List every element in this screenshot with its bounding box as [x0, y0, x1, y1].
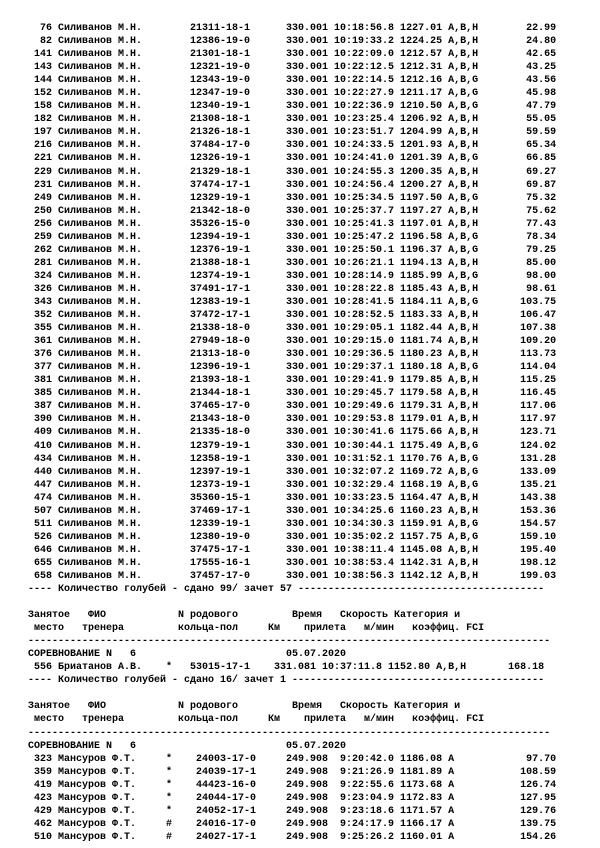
text-line: 526 Силиванов М.Н. 12380-19-0 330.001 10:35:02.2 1157.75 A,B,G 159.10: [22, 531, 557, 543]
text-line: 419 Мансуров Ф.Т. * 44423-16-0 249.908 9:22:55.6 1173.68 A 126.74: [22, 779, 557, 791]
text-line: 229 Силиванов М.Н. 21329-18-1 330.001 10:24:55.3 1200.35 A,B,H 69.27: [22, 166, 557, 178]
text-line: 409 Силиванов М.Н. 21335-18-0 330.001 10:30:41.6 1175.66 A,B,H 123.71: [22, 427, 557, 439]
text-line: 510 Мансуров Ф.Т. # 24027-17-1 249.908 9:25:26.2 1160.01 A 154.26: [22, 831, 557, 843]
text-line: 434 Силиванов М.Н. 12358-19-1 330.001 10:31:52.1 1170.76 A,B,G 131.28: [22, 453, 557, 465]
text-line: 216 Силиванов М.Н. 37484-17-0 330.001 10:24:33.5 1201.93 A,B,H 65.34: [22, 140, 557, 152]
text-line: ---- Количество голубей - сдано 16/ зачет 1 ------------------------------------------: [22, 675, 545, 687]
text-line: 82 Силиванов М.Н. 12386-19-0 330.001 10:19:33.2 1224.25 A,B,H 24.80: [22, 36, 557, 48]
text-line: 324 Силиванов М.Н. 12374-19-1 330.001 10:28:14.9 1185.99 A,B,G 98.00: [22, 270, 557, 282]
text-line: 429 Мансуров Ф.Т. * 24052-17-1 249.908 9:23:18.6 1171.57 A 129.76: [22, 805, 557, 817]
text-line: 447 Силиванов М.Н. 12373-19-1 330.001 10:32:29.4 1168.19 A,B,G 135.21: [22, 479, 557, 491]
text-line: 556 Бриатанов А.В. * 53015-17-1 331.081 10:37:11.8 1152.80 A,B,H 168.18: [22, 662, 545, 674]
text-line: 182 Силиванов М.Н. 21308-18-1 330.001 10:23:25.4 1206.92 A,B,H 55.05: [22, 114, 557, 126]
text-line: место тренера кольца-пол Км прилета м/мин коэффиц. FCI: [22, 714, 485, 726]
text-line: 343 Силиванов М.Н. 12383-19-1 330.001 10:28:41.5 1184.11 A,B,G 103.75: [22, 296, 557, 308]
text-line: 507 Силиванов М.Н. 37469-17-1 330.001 10:34:25.6 1160.23 A,B,H 153.36: [22, 505, 557, 517]
text-line: 385 Силиванов М.Н. 21344-18-1 330.001 10:29:45.7 1179.58 A,B,H 116.45: [22, 388, 557, 400]
text-line: 359 Мансуров Ф.Т. * 24039-17-1 249.908 9:21:26.9 1181.89 A 108.59: [22, 766, 557, 778]
text-line: 474 Силиванов М.Н. 35360-15-1 330.001 10:33:23.5 1164.47 A,B,H 143.38: [22, 492, 557, 504]
text-line: 256 Силиванов М.Н. 35326-15-0 330.001 10:25:41.3 1197.01 A,B,H 77.43: [22, 218, 557, 230]
text-line: 249 Силиванов М.Н. 12329-19-1 330.001 10:25:34.5 1197.50 A,B,G 75.32: [22, 192, 557, 204]
text-line: ---------------------------------------------------------------------------------------: [22, 636, 551, 648]
text-line: ---------------------------------------------------------------------------------------: [22, 727, 551, 739]
text-line: [22, 687, 582, 700]
text-line: 259 Силиванов М.Н. 12394-19-1 330.001 10:25:47.2 1196.58 A,B,G 78.34: [22, 231, 557, 243]
text-line: СОРЕВНОВАНИЕ N 6 05.07.2020: [22, 649, 347, 661]
text-line: 231 Силиванов М.Н. 37474-17-1 330.001 10:24:56.4 1200.27 A,B,H 69.87: [22, 179, 557, 191]
text-line: 440 Силиванов М.Н. 12397-19-1 330.001 10:32:07.2 1169.72 A,B,G 133.09: [22, 466, 557, 478]
text-line: 323 Мансуров Ф.Т. * 24003-17-0 249.908 9:20:42.0 1186.08 A 97.70: [22, 753, 557, 765]
text-line: 76 Силиванов М.Н. 21311-18-1 330.001 10:18:56.8 1227.01 A,B,H 22.99: [22, 23, 557, 34]
text-line: 143 Силиванов М.Н. 12321-19-0 330.001 10:22:12.5 1212.31 A,B,H 43.25: [22, 62, 557, 74]
text-line: 250 Силиванов М.Н. 21342-18-0 330.001 10:25:37.7 1197.27 A,B,H 75.62: [22, 205, 557, 217]
text-line: 390 Силиванов М.Н. 21343-18-0 330.001 10:29:53.8 1179.01 A,B,H 117.97: [22, 414, 557, 426]
text-line: 152 Силиванов М.Н. 12347-19-0 330.001 10:22:27.9 1211.17 A,B,G 45.98: [22, 88, 557, 100]
text-line: 511 Силиванов М.Н. 12339-19-1 330.001 10:34:30.3 1159.91 A,B,G 154.57: [22, 518, 557, 530]
text-line: 144 Силиванов М.Н. 12343-19-0 330.001 10:22:14.5 1212.16 A,B,G 43.56: [22, 75, 557, 87]
text-line: Занятое ФИО N родового Время Скорость Категория и: [22, 610, 461, 622]
results-document: [22, 22, 582, 844]
text-line: 361 Силиванов М.Н. 27949-18-0 330.001 10:29:15.0 1181.74 A,B,H 109.20: [22, 336, 557, 348]
text-line: 141 Силиванов М.Н. 21301-18-1 330.001 10:22:09.0 1212.57 A,B,H 42.65: [22, 49, 557, 61]
text-line: [22, 596, 582, 609]
text-line: 221 Силиванов М.Н. 12326-19-1 330.001 10:24:41.0 1201.39 A,B,G 66.85: [22, 153, 557, 165]
text-line: 410 Силиванов М.Н. 12379-19-1 330.001 10:30:44.1 1175.49 A,B,G 124.02: [22, 440, 557, 452]
text-line: 377 Силиванов М.Н. 12396-19-1 330.001 10:29:37.1 1180.18 A,B,G 114.04: [22, 362, 557, 374]
text-line: 381 Силиванов М.Н. 21393-18-1 330.001 10:29:41.9 1179.85 A,B,H 115.25: [22, 375, 557, 387]
text-line: 376 Силиванов М.Н. 21313-18-0 330.001 10:29:36.5 1180.23 A,B,H 113.73: [22, 349, 557, 361]
text-line: 281 Силиванов М.Н. 21388-18-1 330.001 10:26:21.1 1194.13 A,B,H 85.00: [22, 257, 557, 269]
text-line: 655 Силиванов М.Н. 17555-16-1 330.001 10:38:53.4 1142.31 A,B,H 198.12: [22, 557, 557, 569]
text-line: Занятое ФИО N родового Время Скорость Категория и: [22, 701, 461, 713]
text-line: 352 Силиванов М.Н. 37472-17-1 330.001 10:28:52.5 1183.33 A,B,H 106.47: [22, 310, 557, 322]
text-line: 355 Силиванов М.Н. 21338-18-0 330.001 10:29:05.1 1182.44 A,B,H 107.38: [22, 323, 557, 335]
text-line: ---- Количество голубей - сдано 99/ зачет 57 -----------------------------------------: [22, 584, 545, 596]
text-line: 462 Мансуров Ф.Т. # 24016-17-0 249.908 9:24:17.9 1166.17 A 139.75: [22, 818, 557, 830]
text-line: 387 Силиванов М.Н. 37465-17-0 330.001 10:29:49.6 1179.31 A,B,H 117.06: [22, 401, 557, 413]
text-line: 262 Силиванов М.Н. 12376-19-1 330.001 10:25:50.1 1196.37 A,B,G 79.25: [22, 244, 557, 256]
text-line: 326 Силиванов М.Н. 37491-17-1 330.001 10:28:22.8 1185.43 A,B,H 98.61: [22, 283, 557, 295]
text-line: 158 Силиванов М.Н. 12340-19-1 330.001 10:22:36.9 1210.50 A,B,G 47.79: [22, 101, 557, 113]
text-line: СОРЕВНОВАНИЕ N 6 05.07.2020: [22, 740, 347, 752]
text-line: 646 Силиванов М.Н. 37475-17-1 330.001 10:38:11.4 1145.08 A,B,H 195.40: [22, 544, 557, 556]
text-line: 197 Силиванов М.Н. 21326-18-1 330.001 10:23:51.7 1204.99 A,B,H 59.59: [22, 127, 557, 139]
text-line: место тренера кольца-пол Км прилета м/мин коэффиц. FCI: [22, 623, 485, 635]
text-line: 658 Силиванов М.Н. 37457-17-0 330.001 10:38:56.3 1142.12 A,B,H 199.03: [22, 570, 557, 582]
text-line: 423 Мансуров Ф.Т. * 24044-17-0 249.908 9:23:04.9 1172.83 A 127.95: [22, 792, 557, 804]
